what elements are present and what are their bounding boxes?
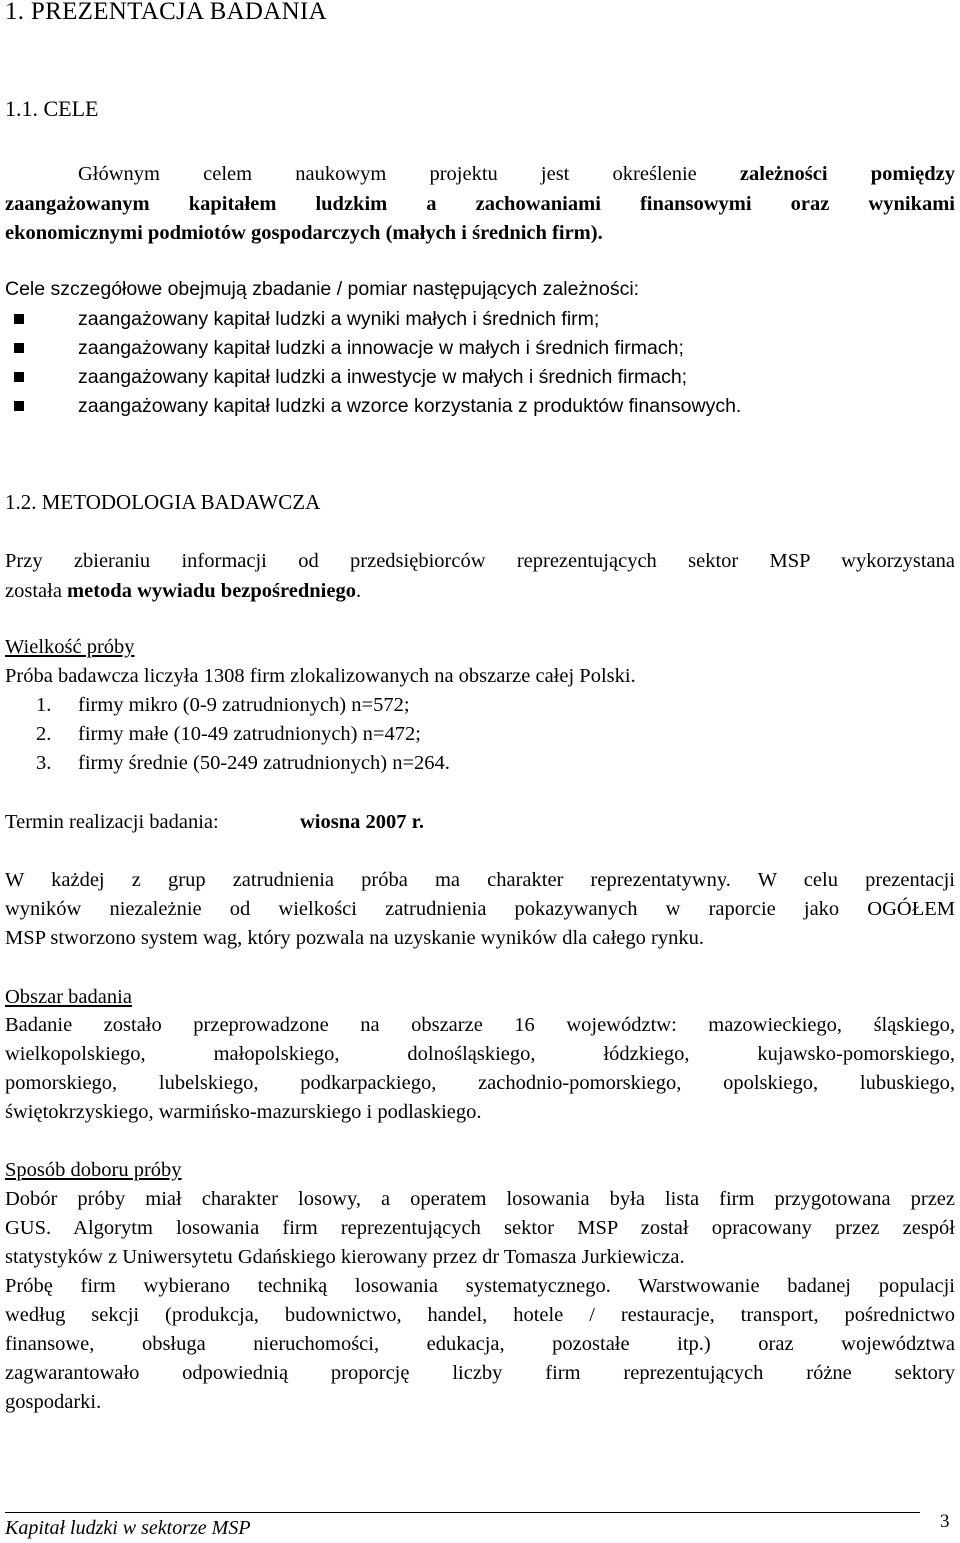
intro-line-2: zaangażowanym kapitałem ludzkim a zachowaniami finansowymi oraz wynikami [5,193,955,215]
intro-line-1 [5,160,955,189]
footer-title: Kapitał ludzki w sektorze MSP [5,1517,251,1539]
area-heading: Obszar badania [5,986,132,1008]
weights-line-2: wyników niezależnie od wielkości zatrudnienia pokazywanych w raporcie jako OGÓŁEM [5,898,955,920]
section-heading-metodologia: 1.2. METODOLOGIA BADAWCZA [5,490,321,514]
sampling-line-5: według sekcji (produkcja, budownictwo, handel, hotele / restauracje, transport, pośrednictwo [5,1304,955,1326]
objective-item: zaangażowany kapitał ludzki a inwestycje w małych i średnich firmach; [78,366,688,388]
sample-size-heading: Wielkość próby [5,636,135,658]
sampling-line-1: Dobór próby miał charakter losowy, a operatem losowania była lista firm przygotowana przez [5,1188,955,1210]
objective-item: zaangażowany kapitał ludzki a wzorce korzystania z produktów finansowych. [78,395,742,417]
timing-value: wiosna 2007 r. [300,811,424,833]
page-number: 3 [940,1511,950,1532]
list-number: 2. [36,723,52,745]
objectives-lead: Cele szczegółowe obejmują zbadanie / pomiar następujących zależności: [5,278,640,300]
bullet-icon [14,372,24,382]
section-heading-cele: 1.1. CELE [5,96,99,121]
sampling-line-2: GUS. Algorytm losowania firm reprezentujących sektor MSP został opracowany przez zespół [5,1217,955,1239]
area-line-3: pomorskiego, lubelskiego, podkarpackiego, zachodnio-pomorskiego, opolskiego, lubuskiego, [5,1072,955,1094]
area-line-2: wielkopolskiego, małopolskiego, dolnośląskiego, łódzkiego, kujawsko-pomorskiego, [5,1043,955,1065]
bullet-icon [14,401,24,411]
timing-label: Termin realizacji badania: [5,811,219,833]
list-number: 1. [36,694,52,716]
list-number: 3. [36,752,52,774]
intro-line-3: ekonomicznymi podmiotów gospodarczych (małych i średnich firm). [5,222,603,244]
sampling-line-4: Próbę firm wybierano techniką losowania systematycznego. Warstwowanie badanej populacji [5,1275,955,1297]
objective-item: zaangażowany kapitał ludzki a innowacje w małych i średnich firmach; [78,337,684,359]
method-line-1: Przy zbieraniu informacji od przedsiębiorców reprezentujących sektor MSP wykorzystana [5,550,955,572]
method-line-2-end: . [355,580,362,602]
intro-line-1-text: Głównym celem naukowym projektu jest określenie [78,163,740,185]
sampling-line-8: gospodarki. [5,1391,102,1413]
sampling-line-7: zagwarantowało odpowiednią proporcję liczby firm reprezentujących różne sektory [5,1362,955,1384]
objective-item: zaangażowany kapitał ludzki a wyniki małych i średnich firm; [78,308,600,330]
bullet-icon [14,343,24,353]
sample-size-text: Próba badawcza liczyła 1308 firm zlokalizowanych na obszarze całej Polski. [5,665,636,687]
sampling-line-3: statystyków z Uniwersytetu Gdańskiego kierowany przez dr Tomasza Jurkiewicza. [5,1246,685,1268]
list-item: firmy średnie (50-249 zatrudnionych) n=264. [78,752,450,774]
page-heading: 1. PREZENTACJA BADANIA [5,0,327,25]
weights-line-1: W każdej z grup zatrudnienia próba ma charakter reprezentatywny. W celu prezentacji [5,869,955,891]
intro-line-1-bold: zależności pomiędzy [739,163,955,185]
sampling-line-6: finansowe, obsługa nieruchomości, edukacja, pozostałe itp.) oraz województwa [5,1333,955,1355]
bullet-icon [14,314,24,324]
method-line-2-text: została [5,580,68,602]
method-emphasis: metoda wywiadu bezpośredniego [67,580,356,602]
area-line-1: Badanie zostało przeprowadzone na obszarze 16 województw: mazowieckiego, śląskiego, [5,1014,955,1036]
method-line-2 [5,577,955,606]
weights-line-3: MSP stworzono system wag, który pozwala na uzyskanie wyników dla całego rynku. [5,927,704,949]
area-line-4: świętokrzyskiego, warmińsko-mazurskiego i podlaskiego. [5,1101,482,1123]
sampling-heading: Sposób doboru próby [5,1159,182,1181]
list-item: firmy mikro (0-9 zatrudnionych) n=572; [78,694,410,716]
list-item: firmy małe (10-49 zatrudnionych) n=472; [78,723,421,745]
footer-divider [5,1512,920,1513]
